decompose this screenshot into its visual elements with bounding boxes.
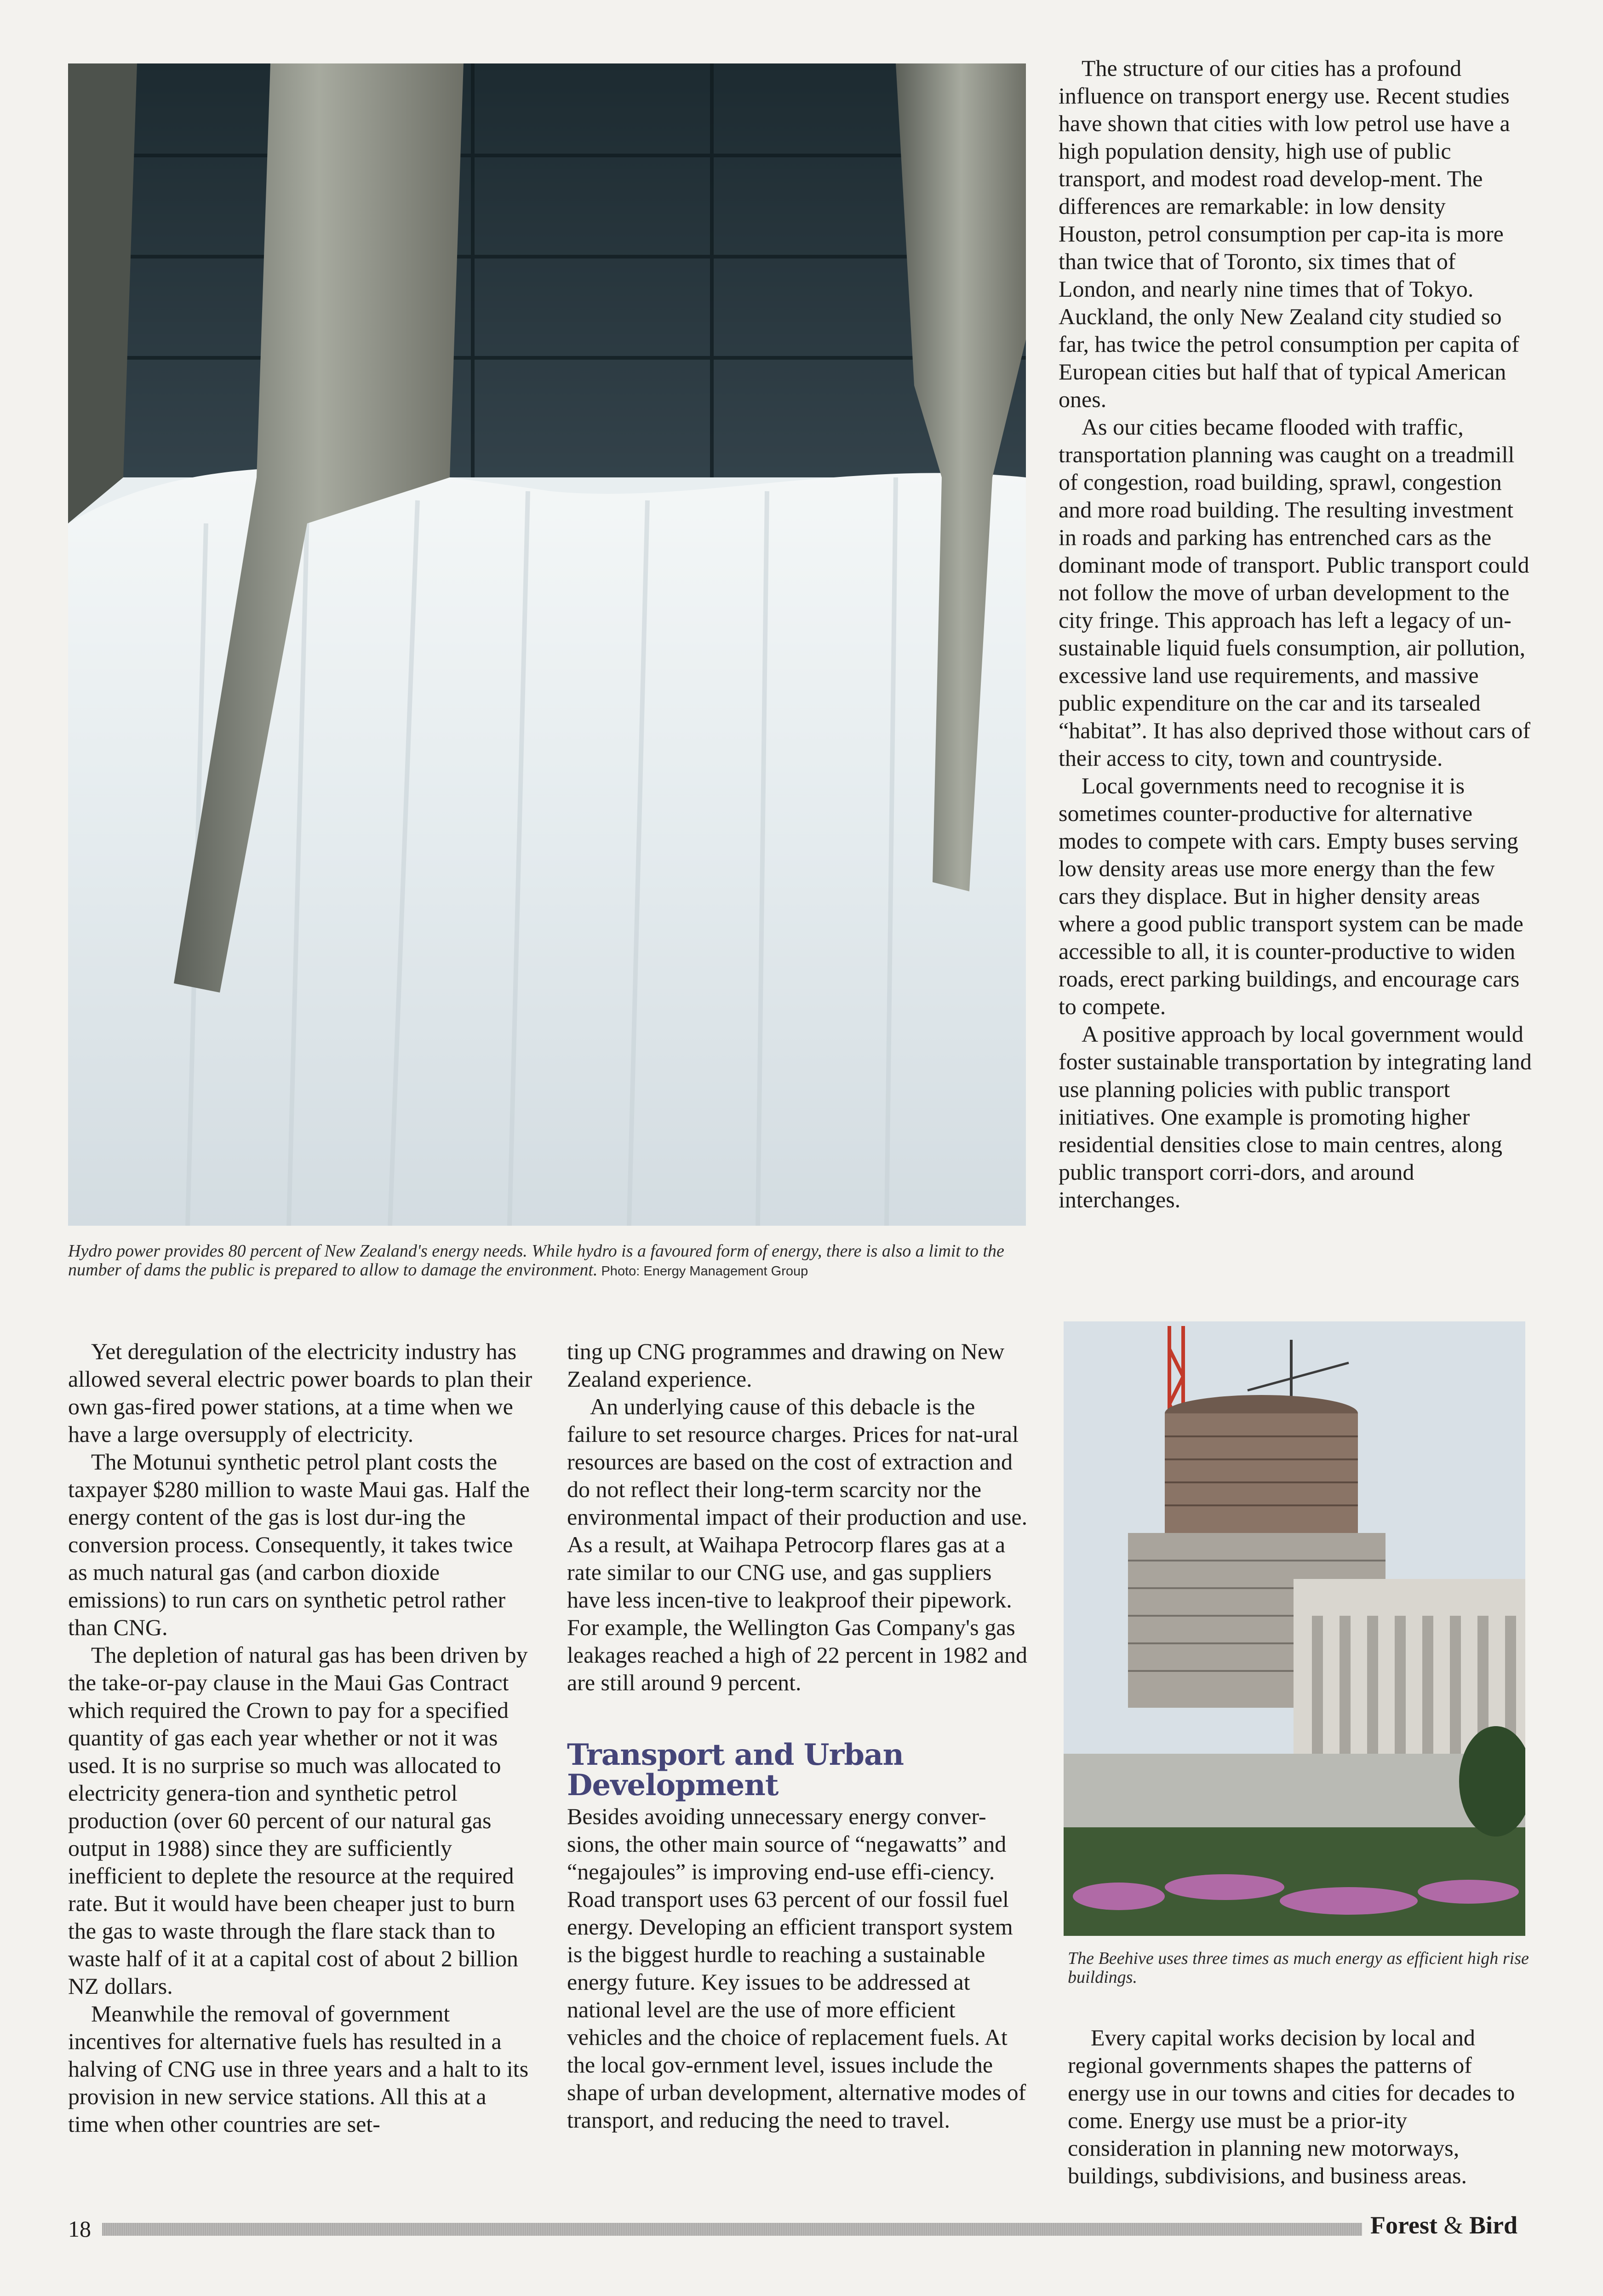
hydro-caption-text: Hydro power provides 80 percent of New Zealand's energy needs. While hydro is a favoured form of energy, there is also a limit to the number of dams the public is prepared to allow to damage the environment.	[68, 1241, 1004, 1280]
paragraph: Yet deregulation of the electricity industry has allowed several electric power boards to plan their own gas-fired power stations, at a time when we have a large oversupply of electricity.	[68, 1338, 532, 1447]
paragraph: The structure of our cities has a profound influence on transport energy use. Recent studies have shown that cities with low petrol use have a high population density, high use of public transport, and modest road develop-ment. The differences are remarkable: in low density Houston, petrol consumption per cap-ita is more than twice that of Toronto, six times that of London, and nearly nine times that of Tokyo. Auckland, the only New Zealand city studied so far, has twice the petrol consumption per capita of European cities but half that of typical American ones.	[1059, 55, 1519, 412]
right-column-bottom	[1068, 2024, 1537, 2189]
paragraph: A positive approach by local government would foster sustainable transportation by integrating land use planning policies with public transport initiatives. One example is promoting higher residential densities close to main centres, along public transport corri-dors, and around interchanges.	[1059, 1021, 1532, 1212]
paragraph: ting up CNG programmes and drawing on New Zealand experience.	[567, 1338, 1005, 1392]
magazine-ampersand: &	[1443, 2211, 1463, 2239]
paragraph: As our cities became flooded with traffic, transportation planning was caught on a treadmill of congestion, road building, sprawl, congestion and more road building. The resulting investment in roads and parking has entrenched cars as the dominant mode of transport. Public transport could not follow the move of urban development to the city fringe. This approach has left a legacy of un-sustainable liquid fuels consumption, air pollution, excessive land use requirements, and massive public expenditure on the car and its tarsealed “habitat”. It has also deprived those without cars of their access to city, town and countryside.	[1059, 414, 1531, 771]
left-column	[68, 1337, 532, 2138]
middle-column	[567, 1337, 1031, 2134]
paragraph: The depletion of natural gas has been driven by the take-or-pay clause in the Maui Gas Contract which required the Crown to pay for a specified quantity of gas each year whether or not it was used. It is no surprise so much was allocated to electricity genera-tion and synthetic petrol production (over 60 percent of our natural gas output in 1988) since they are sufficiently inefficient to deplete the resource at the required rate. But it would have been cheaper just to burn the gas to waste through the flare stack than to waste half of it at a capital cost of about 2 billion NZ dollars.	[68, 1642, 528, 1999]
paragraph: An underlying cause of this debacle is the failure to set resource charges. Prices for nat-ural resources are based on the cost of extraction and do not reflect their long-term scarcity nor the environmental impact of their production and use. As a result, at Waihapa Petrocorp flares gas at a rate similar to our CNG use, and gas suppliers have less incen-tive to leakproof their pipework. For example, the Wellington Gas Company's gas leakages reached a high of 22 percent in 1982 and are still around 9 percent.	[567, 1394, 1028, 1695]
paragraph: Besides avoiding unnecessary energy conver-sions, the other main source of “negawatts” and “negajoules” is improving end-use effi-ciency. Road transport uses 63 percent of our fossil fuel energy. Developing an efficient transport system is the biggest hurdle to reaching a sustainable energy future. Key issues to be addressed at national level are the use of more efficient vehicles and the choice of replacement fuels. At the local gov-ernment level, issues include the shape of urban development, alternative modes of transport, and reducing the need to travel.	[567, 1803, 1026, 2133]
paragraph: Meanwhile the removal of government incentives for alternative fuels has resulted in a halving of CNG use in three years and a halt to its provision in new service stations. All this at a time when other countries are set-	[68, 2001, 529, 2137]
hydro-dam-illustration	[68, 63, 1026, 1226]
hydro-photo-caption	[68, 1242, 1034, 1281]
paragraph: Every capital works decision by local and regional governments shapes the patterns of energy use in our towns and cities for decades to come. Energy use must be a prior-ity consideration in planning new motorways, buildings, subdivisions, and business areas.	[1068, 2025, 1515, 2188]
right-column-top	[1059, 54, 1532, 1213]
beehive-building-photo	[1064, 1321, 1525, 1936]
beehive-illustration	[1064, 1321, 1525, 1936]
paragraph: Local governments need to recognise it is sometimes counter-productive for alternative modes to compete with cars. Empty buses serving low density areas use more energy than the few cars they displace. But in higher density areas where a good public transport system can be made accessible to all, it is counter-productive to widen roads, erect parking buildings, and encourage cars to compete.	[1059, 773, 1523, 1019]
photo-credit: Photo: Energy Management Group	[601, 1264, 808, 1279]
magazine-name-part1: Forest	[1370, 2211, 1437, 2239]
section-heading: Transport and Urban Development	[567, 1738, 904, 1802]
magazine-name	[1370, 2211, 1517, 2239]
footer-rule	[102, 2223, 1362, 2236]
paragraph: The Motunui synthetic petrol plant costs the taxpayer $280 million to waste Maui gas. Half the energy content of the gas is lost dur-ing the conversion process. Consequently, it takes twice as much natural gas (and carbon dioxide emissions) to run cars on synthetic petrol rather than CNG.	[68, 1449, 530, 1640]
hydro-dam-photo	[68, 63, 1026, 1226]
magazine-name-part2: Bird	[1469, 2211, 1517, 2239]
page-number: 18	[68, 2216, 91, 2242]
beehive-photo-caption: The Beehive uses three times as much energy as efficient high rise buildings.	[1068, 1949, 1529, 1987]
